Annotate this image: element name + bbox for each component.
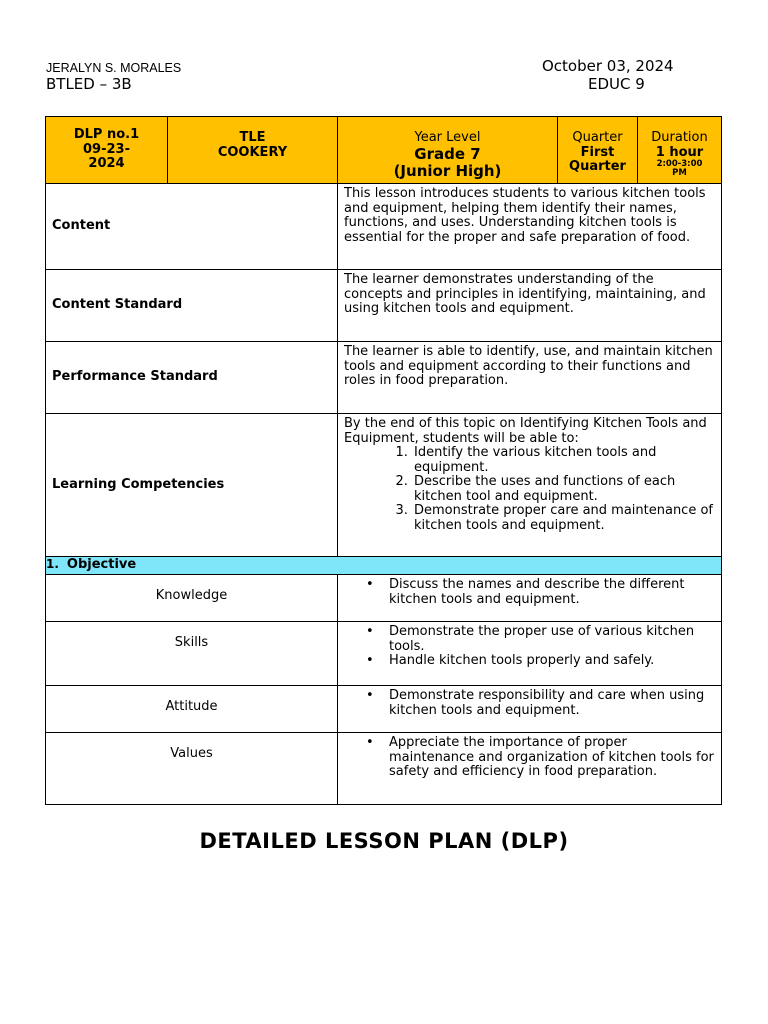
content-standard-text: The learner demonstrates understanding of the concepts and principles in identifying, maintaining, and using kitchen tools and equipment. [338, 270, 722, 342]
document-title: DETAILED LESSON PLAN (DLP) [199, 829, 569, 853]
year-level-cell [338, 117, 558, 184]
values-label: Values [46, 733, 338, 805]
attitude-item: • Demonstrate responsibility and care when using kitchen tools and equipment. [389, 689, 715, 718]
course-section: BTLED – 3B [46, 75, 132, 93]
learning-competencies-label: Learning Competencies [46, 414, 338, 557]
attitude-list [344, 689, 715, 718]
document-date: October 03, 2024 [542, 57, 674, 75]
knowledge-row [46, 575, 722, 622]
attitude-row [46, 686, 722, 733]
grade-value: Grade 7 [414, 144, 481, 163]
skills-item: • Handle kitchen tools properly and safely. [389, 654, 715, 669]
subject-cell [168, 117, 338, 184]
content-standard-label: Content Standard [46, 270, 338, 342]
junior-high-value: (Junior High) [393, 161, 502, 180]
objective-number: 1. [46, 557, 59, 571]
objective-title: Objective [66, 557, 137, 572]
quarter-value-2: Quarter [569, 159, 626, 174]
performance-standard-label: Performance Standard [46, 342, 338, 414]
quarter-cell [558, 117, 638, 184]
lesson-plan-table [45, 116, 722, 805]
subject-code: EDUC 9 [588, 75, 645, 93]
values-item: • Appreciate the importance of proper maintenance and organization of kitchen tools for safety and efficiency in food preparation. [389, 736, 715, 780]
duration-cell [638, 117, 722, 184]
values-cell [338, 733, 722, 805]
skills-row [46, 622, 722, 686]
quarter-label: Quarter [572, 130, 623, 145]
duration-value: 1 hour [655, 144, 704, 160]
skills-label: Skills [46, 622, 338, 686]
dlp-number: DLP no.1 [73, 127, 140, 143]
competency-list [344, 446, 715, 533]
learning-competencies-intro: By the end of this topic on Identifying Kitchen Tools and Equipment, students will be able to: [344, 416, 707, 446]
author-name: JERALYN S. MORALES [46, 61, 182, 75]
knowledge-item: • Discuss the names and describe the different kitchen tools and equipment. [389, 578, 715, 607]
dlp-date-part: 09-23- [83, 141, 130, 157]
knowledge-label: Knowledge [46, 575, 338, 622]
content-standard-row [46, 270, 722, 342]
values-list [344, 736, 715, 780]
knowledge-list [344, 578, 715, 607]
content-row [46, 184, 722, 270]
learning-competencies-cell [338, 414, 722, 557]
banner-row [46, 117, 722, 184]
subject-cookery: COOKERY [217, 144, 288, 160]
learning-competencies-row [46, 414, 722, 557]
quarter-value: First [580, 144, 615, 160]
content-text: This lesson introduces students to various kitchen tools and equipment, helping them identify their names, functions, and uses. Understanding kitchen tools is essential for the proper and safe preparation of food. [338, 184, 722, 270]
skills-cell [338, 622, 722, 686]
performance-standard-row [46, 342, 722, 414]
attitude-cell [338, 686, 722, 733]
content-label: Content [46, 184, 338, 270]
objective-header-row [46, 557, 722, 575]
knowledge-cell [338, 575, 722, 622]
duration-label: Duration [651, 130, 708, 145]
dlp-number-cell [46, 117, 168, 184]
competency-item: 2. Describe the uses and functions of each kitchen tool and equipment. [412, 475, 715, 504]
skills-list [344, 625, 715, 669]
subject-tle: TLE [239, 130, 266, 145]
dlp-date-year: 2024 [88, 156, 125, 172]
competency-item: 1. Identify the various kitchen tools and equipment. [412, 446, 715, 475]
performance-standard-text: The learner is able to identify, use, and maintain kitchen tools and equipment according to their functions and roles in food preparation. [338, 342, 722, 414]
year-level-label: Year Level [414, 130, 481, 145]
values-row [46, 733, 722, 805]
objective-header [46, 557, 722, 575]
competency-item: 3. Demonstrate proper care and maintenance of kitchen tools and equipment. [412, 504, 715, 533]
skills-item: • Demonstrate the proper use of various kitchen tools. [389, 625, 715, 654]
attitude-label: Attitude [46, 686, 338, 733]
duration-time: 2:00-3:00 [656, 159, 703, 169]
duration-time-pm: PM [672, 168, 687, 178]
